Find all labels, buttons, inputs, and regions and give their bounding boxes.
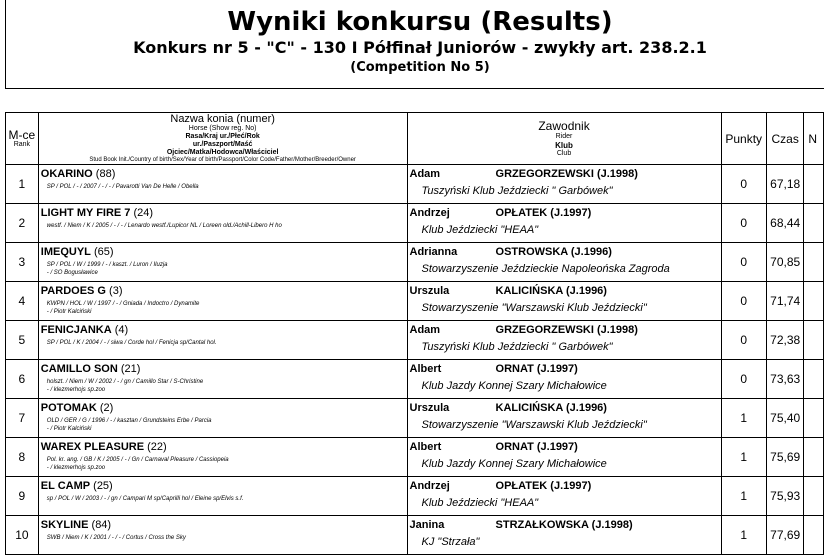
rider-first-name: Urszula: [409, 402, 450, 414]
horse-details: KWPN / HOL / W / 1997 / - / Gniada / Indoctro / Dynamite: [46, 301, 200, 307]
rank-header: [6, 113, 39, 165]
horse-number: (3): [109, 285, 123, 297]
horse-name: OKARINO: [40, 168, 93, 180]
rider-header: [407, 113, 721, 165]
horse-name-line: [41, 480, 407, 493]
points-cell: 0: [721, 204, 766, 243]
rank-cell: 7: [6, 399, 39, 438]
club-header-label: Klub: [555, 140, 573, 150]
rider-last-name: GRZEGORZEWSKI (J.1998): [495, 168, 638, 180]
horse-details: SP / POL / - / 2007 / - / - / Pavarotti Van De Helle / Obella: [46, 184, 199, 190]
rank-cell: 4: [6, 282, 39, 321]
horse-details: sp / POL / W / 2003 / - / gn / Campari M sp/Caprilli hol / Eleine sp/Elvis s.f.: [46, 496, 244, 502]
points-cell: 0: [721, 321, 766, 360]
rider-first-name: Adrianna: [409, 246, 458, 258]
horse-name: IMEQUYL: [40, 246, 91, 258]
horse-header-label-en: Horse (Show reg. No): [188, 125, 257, 132]
rider-name: [410, 246, 721, 259]
horse-number: (25): [93, 480, 113, 492]
horse-number: (88): [95, 168, 116, 180]
horse-cell: [38, 399, 407, 438]
horse-name: CAMILLO SON: [40, 363, 118, 375]
competition-number: (Competition No 5): [350, 60, 490, 75]
rider-last-name: GRZEGORZEWSKI (J.1998): [495, 324, 638, 336]
rider-club: Klub Jeździecki "HEAA": [421, 497, 539, 509]
horse-details: SP / POL / K / 2004 / - / siwa / Corde hol / Fenicja sp/Cantal hol.: [46, 340, 217, 346]
rank-header-label-en: Rank: [13, 140, 31, 148]
horse-owner: - / Piotr Kalciński: [46, 309, 92, 315]
rider-name: [410, 363, 721, 376]
horse-details: SP / POL / W / 1999 / - / kaszt. / Luron / Iluzja: [46, 262, 168, 268]
horse-name-line: [41, 285, 407, 298]
table-row: [6, 516, 824, 555]
horse-cell: [38, 165, 407, 204]
horse-name: POTOMAK: [40, 402, 97, 414]
horse-name-line: [41, 363, 407, 376]
competition-subtitle: Konkurs nr 5 - "C" - 130 I Półfinał Juniorów - zwykły art. 238.2.1: [133, 38, 707, 57]
rider-club: Stowarzyszenie "Warszawski Klub Jeździecki": [421, 419, 647, 431]
rider-name: [410, 441, 721, 454]
horse-cell: [38, 360, 407, 399]
rider-last-name: KALICIŃSKA (J.1996): [495, 402, 607, 414]
rider-name: [410, 168, 721, 181]
horse-owner: - / SO Bogusławice: [46, 270, 98, 276]
table-row: [6, 321, 824, 360]
rider-first-name: Albert: [409, 441, 442, 453]
points-cell: 1: [721, 516, 766, 555]
points-cell: 0: [721, 165, 766, 204]
horse-name-line: [41, 519, 407, 532]
rank-cell: 3: [6, 243, 39, 282]
table-header-row: [6, 113, 824, 165]
rider-first-name: Andrzej: [409, 480, 450, 492]
horse-details-header: Rasa/Kraj ur./Płeć/Rok ur./Paszport/Maść Ojciec/Matka/Hodowca/Właściciel: [166, 133, 279, 156]
time-cell: 73,63: [766, 360, 803, 399]
extra-cell: [804, 243, 824, 282]
rider-club: Stowarzyszenie "Warszawski Klub Jeździecki": [421, 302, 647, 314]
extra-cell: [804, 516, 824, 555]
results-header: [5, 0, 824, 89]
horse-owner: - / klezmerhojs sp.zoo: [46, 387, 106, 393]
rider-cell: [407, 516, 721, 555]
points-cell: 0: [721, 360, 766, 399]
rider-name: [410, 402, 721, 415]
rider-first-name: Urszula: [409, 285, 450, 297]
rider-cell: [407, 243, 721, 282]
extra-cell: [804, 399, 824, 438]
rider-name: [410, 480, 721, 493]
rank-cell: 1: [6, 165, 39, 204]
rider-cell: [407, 438, 721, 477]
points-cell: 0: [721, 282, 766, 321]
horse-cell: [38, 477, 407, 516]
horse-name: PARDOES G: [40, 285, 106, 297]
horse-name-line: [41, 324, 407, 337]
time-cell: 70,85: [766, 243, 803, 282]
club-header-label-en: Club: [556, 149, 572, 157]
horse-name: SKYLINE: [40, 519, 89, 531]
rider-cell: [407, 477, 721, 516]
rider-cell: [407, 282, 721, 321]
horse-details: holszt. / Niem / W / 2002 / - / gn / Camillo Star / S-Christine: [46, 379, 204, 385]
rider-name: [410, 324, 721, 337]
rider-first-name: Adam: [409, 168, 441, 180]
extra-header: N: [804, 113, 824, 165]
time-cell: 72,38: [766, 321, 803, 360]
horse-name-line: [41, 207, 407, 220]
points-cell: 1: [721, 399, 766, 438]
rider-last-name: KALICIŃSKA (J.1996): [495, 285, 607, 297]
rider-name: [410, 285, 721, 298]
rank-cell: 2: [6, 204, 39, 243]
rider-cell: [407, 204, 721, 243]
table-row: [6, 477, 824, 516]
horse-number: (4): [114, 324, 129, 336]
horse-cell: [38, 204, 407, 243]
horse-details: SWB / Niem / K / 2001 / - / - / Cortus / Cross the Sky: [46, 535, 186, 541]
rider-first-name: Albert: [409, 363, 442, 375]
rider-club: KJ "Strzała": [421, 536, 480, 548]
points-cell: 1: [721, 477, 766, 516]
points-cell: 1: [721, 438, 766, 477]
rider-club: Tuszyński Klub Jeździecki " Garbówek": [421, 185, 613, 197]
time-cell: 75,69: [766, 438, 803, 477]
rider-last-name: ORNAT (J.1997): [495, 441, 578, 453]
time-cell: 67,18: [766, 165, 803, 204]
table-row: [6, 360, 824, 399]
page-title: Wyniki konkursu (Results): [227, 7, 613, 37]
rank-cell: 10: [6, 516, 39, 555]
rider-cell: [407, 321, 721, 360]
extra-cell: [804, 321, 824, 360]
horse-owner: - / Piotr Kalciński: [46, 426, 92, 432]
horse-details-header-en: Stud Book Init./Country of birth/Sex/Year of birth/Passport/Color Code/Father/Mother/Breeder/Owner: [89, 157, 356, 163]
horse-cell: [38, 282, 407, 321]
table-row: [6, 204, 824, 243]
table-row: [6, 165, 824, 204]
table-row: [6, 282, 824, 321]
horse-cell: [38, 438, 407, 477]
rider-club: Klub Jazdy Konnej Szary Michałowice: [421, 380, 607, 392]
horse-name: FENICJANKA: [40, 324, 112, 336]
horse-name: WAREX PLEASURE: [40, 441, 145, 453]
rank-cell: 5: [6, 321, 39, 360]
time-cell: 75,93: [766, 477, 803, 516]
rider-club: Tuszyński Klub Jeździecki " Garbówek": [421, 341, 613, 353]
rider-cell: [407, 399, 721, 438]
rider-name: [410, 207, 721, 220]
rider-club: Stowarzyszenie Jeździeckie Napoleońska Zagroda: [421, 263, 670, 275]
rider-first-name: Andrzej: [409, 207, 450, 219]
rank-cell: 6: [6, 360, 39, 399]
rider-first-name: Janina: [409, 519, 445, 531]
horse-name-line: [41, 168, 407, 181]
horse-number: (21): [120, 363, 141, 375]
horse-cell: [38, 243, 407, 282]
rider-last-name: OSTROWSKA (J.1996): [495, 246, 612, 258]
results-table: [5, 112, 824, 555]
horse-header: [38, 113, 407, 165]
horse-name-line: [41, 246, 407, 259]
time-cell: 71,74: [766, 282, 803, 321]
rank-header-label: M-ce: [8, 127, 36, 142]
time-cell: 77,69: [766, 516, 803, 555]
rank-cell: 9: [6, 477, 39, 516]
horse-details: OLD / GER / G / 1996 / - / kasztan / Grundsteins Erbe / Parcia: [46, 418, 212, 424]
rider-header-label-en: Rider: [555, 132, 573, 140]
extra-cell: [804, 204, 824, 243]
horse-number: (22): [147, 441, 167, 453]
horse-header-label: Nazwa konia (numer): [170, 113, 275, 125]
rider-last-name: ORNAT (J.1997): [495, 363, 578, 375]
horse-name-line: [41, 402, 407, 415]
extra-cell: [804, 360, 824, 399]
time-header: Czas: [766, 113, 803, 165]
horse-details: westf. / Niem / K / 2005 / - / - / Lenardo westf./Lupicor NL / Loreen old./Achill-Libero H ho: [46, 223, 282, 229]
rider-first-name: Adam: [409, 324, 441, 336]
rider-cell: [407, 360, 721, 399]
horse-details: Pol. kr. ang. / GB / K / 2005 / - / Gn / Carnaval Pleasure / Cassiopeia: [46, 457, 229, 463]
extra-cell: [804, 282, 824, 321]
rider-header-label: Zawodnik: [538, 118, 590, 133]
rank-cell: 8: [6, 438, 39, 477]
rider-club: Klub Jazdy Konnej Szary Michałowice: [421, 458, 607, 470]
rider-cell: [407, 165, 721, 204]
rider-last-name: OPŁATEK (J.1997): [495, 480, 592, 492]
extra-cell: [804, 438, 824, 477]
horse-owner: - / klezmerhojs sp.zoo: [46, 465, 106, 471]
horse-number: (24): [133, 207, 154, 219]
time-cell: 68,44: [766, 204, 803, 243]
extra-cell: [804, 165, 824, 204]
rider-last-name: STRZAŁKOWSKA (J.1998): [495, 519, 633, 531]
extra-cell: [804, 477, 824, 516]
table-row: [6, 399, 824, 438]
rider-name: [410, 519, 721, 532]
table-row: [6, 438, 824, 477]
points-header: Punkty: [721, 113, 766, 165]
table-row: [6, 243, 824, 282]
horse-cell: [38, 516, 407, 555]
horse-name: EL CAMP: [40, 480, 91, 492]
horse-number: (84): [91, 519, 112, 531]
rider-club: Klub Jeździecki "HEAA": [421, 224, 539, 236]
horse-number: (2): [99, 402, 114, 414]
horse-cell: [38, 321, 407, 360]
horse-name-line: [41, 441, 407, 454]
time-cell: 75,40: [766, 399, 803, 438]
horse-number: (65): [93, 246, 114, 258]
horse-name: LIGHT MY FIRE 7: [40, 207, 131, 219]
rider-last-name: OPŁATEK (J.1997): [495, 207, 592, 219]
points-cell: 0: [721, 243, 766, 282]
